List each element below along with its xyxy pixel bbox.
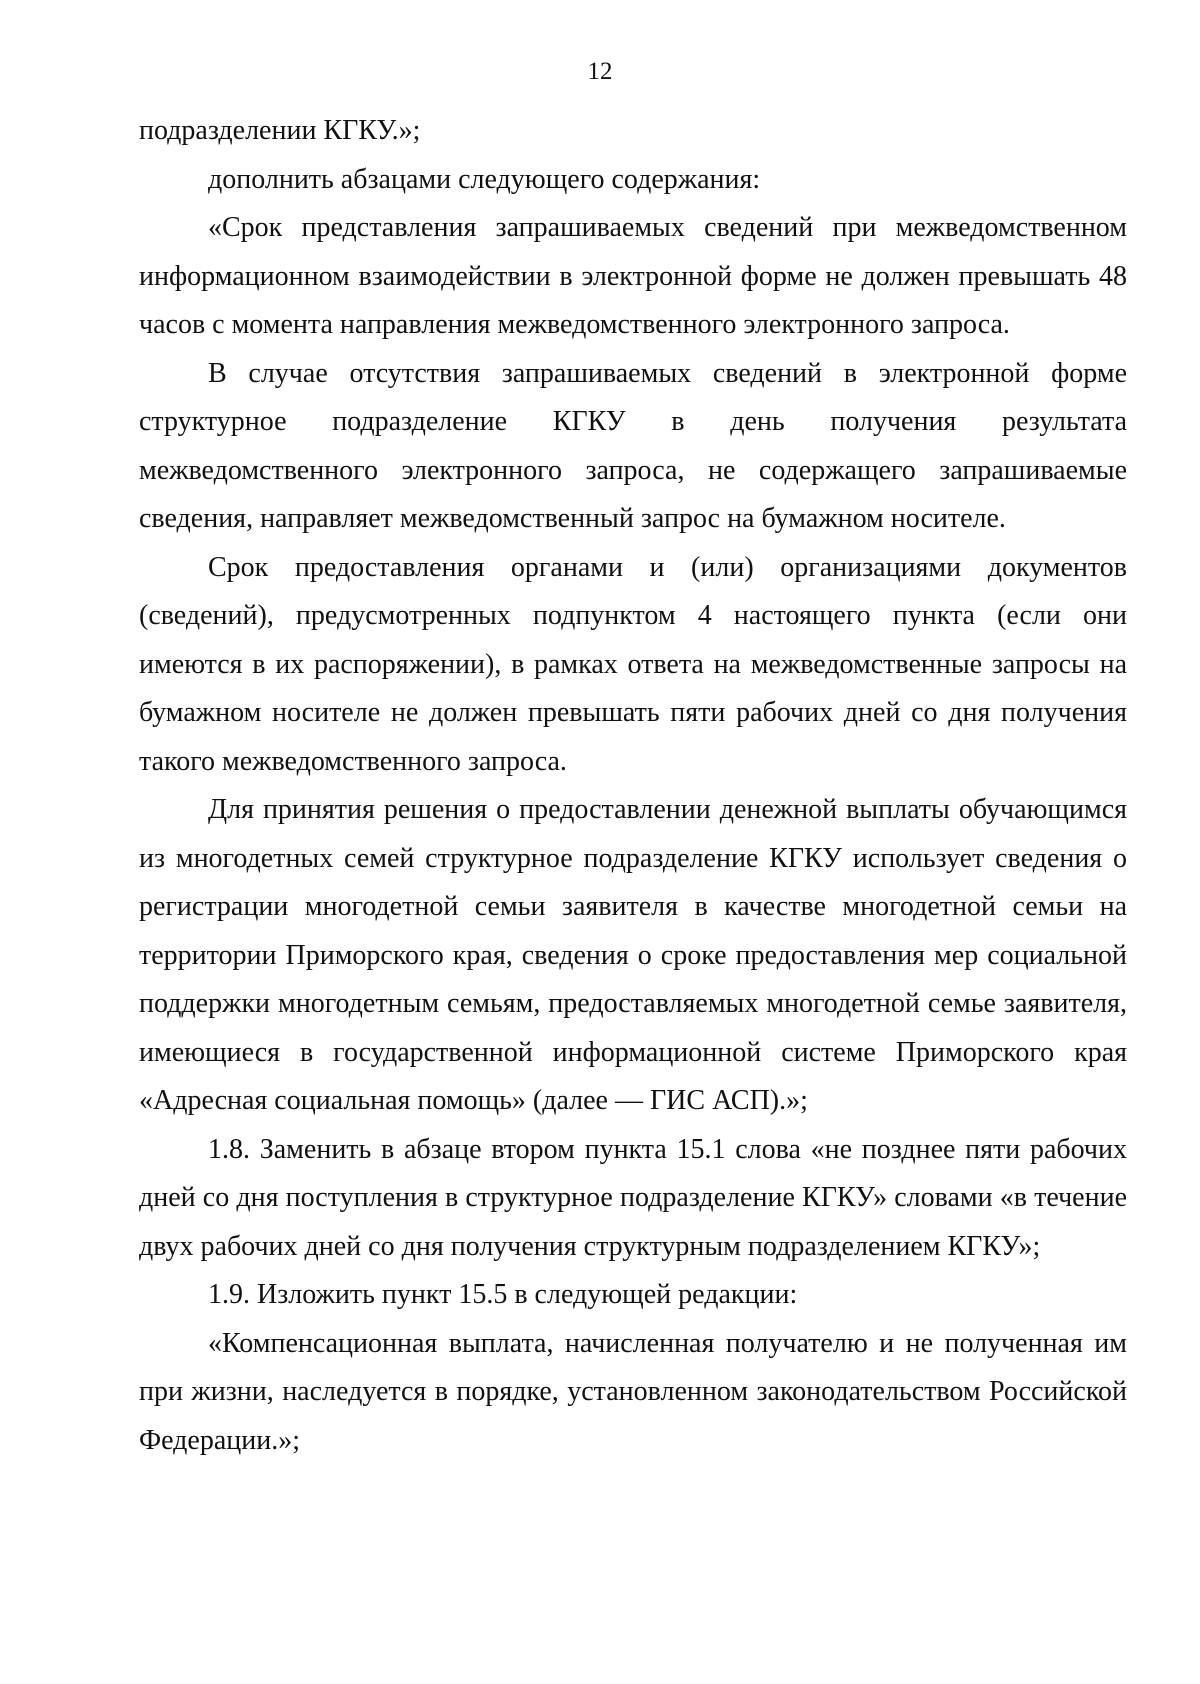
document-body (139, 107, 1127, 1465)
page-number: 12 (587, 58, 613, 85)
paragraph-continuation: подразделении КГКУ.»; (139, 115, 421, 146)
paragraph-instruction: дополнить абзацами следующего содержания: (208, 163, 761, 195)
paragraph-item-1-8: 1.8. Заменить в абзаце втором пункта 15.1 слова «не позднее пяти рабочих дней со дня поступления в структурное подразделение КГКУ» словами «в течение двух рабочих дней со дня получения структурным подразделением КГКУ»; (139, 1133, 1127, 1262)
paragraph-large-families: Для принятия решения о предоставлении денежной выплаты обучающимся из многодетных семей структурное подразделение КГКУ использует сведения о регистрации многодетной семьи заявителя в качестве многодетной семьи на территории Приморского края, сведения о сроке предоставления мер социальной поддержки многодетным семьям, предоставляемых многодетной семье заявителя, имеющиеся в государственной информационной системе Приморского края «Адресная социальная помощь» (далее — ГИС АСП).»; (139, 794, 1127, 1116)
paragraph-compensation: «Компенсационная выплата, начисленная получателю и не полученная им при жизни, наследуется в порядке, установленном законодательством Российской Федерации.»; (139, 1327, 1127, 1456)
paragraph-documents-deadline: Срок предоставления органами и (или) организациями документов (сведений), предусмотренных подпунктом 4 настоящего пункта (если они имеются в их распоряжении), в рамках ответа на межведомственные запросы на бумажном носителе не должен превышать пяти рабочих дней со дня получения такого межведомственного запроса. (139, 551, 1127, 777)
paragraph-item-1-9: 1.9. Изложить пункт 15.5 в следующей редакции: (208, 1279, 798, 1310)
paragraph-paper-request: В случае отсутствия запрашиваемых сведений в электронной форме структурное подразделение КГКУ в день получения результата межведомственного электронного запроса, не содержащего запрашиваемые сведения, направляет межведомственный запрос на бумажном носителе. (139, 357, 1127, 534)
paragraph-request-deadline: «Срок представления запрашиваемых сведений при межведомственном информационном взаимодействии в электронной форме не должен превышать 48 часов с момента направления межведомственного электронного запроса. (139, 212, 1127, 340)
